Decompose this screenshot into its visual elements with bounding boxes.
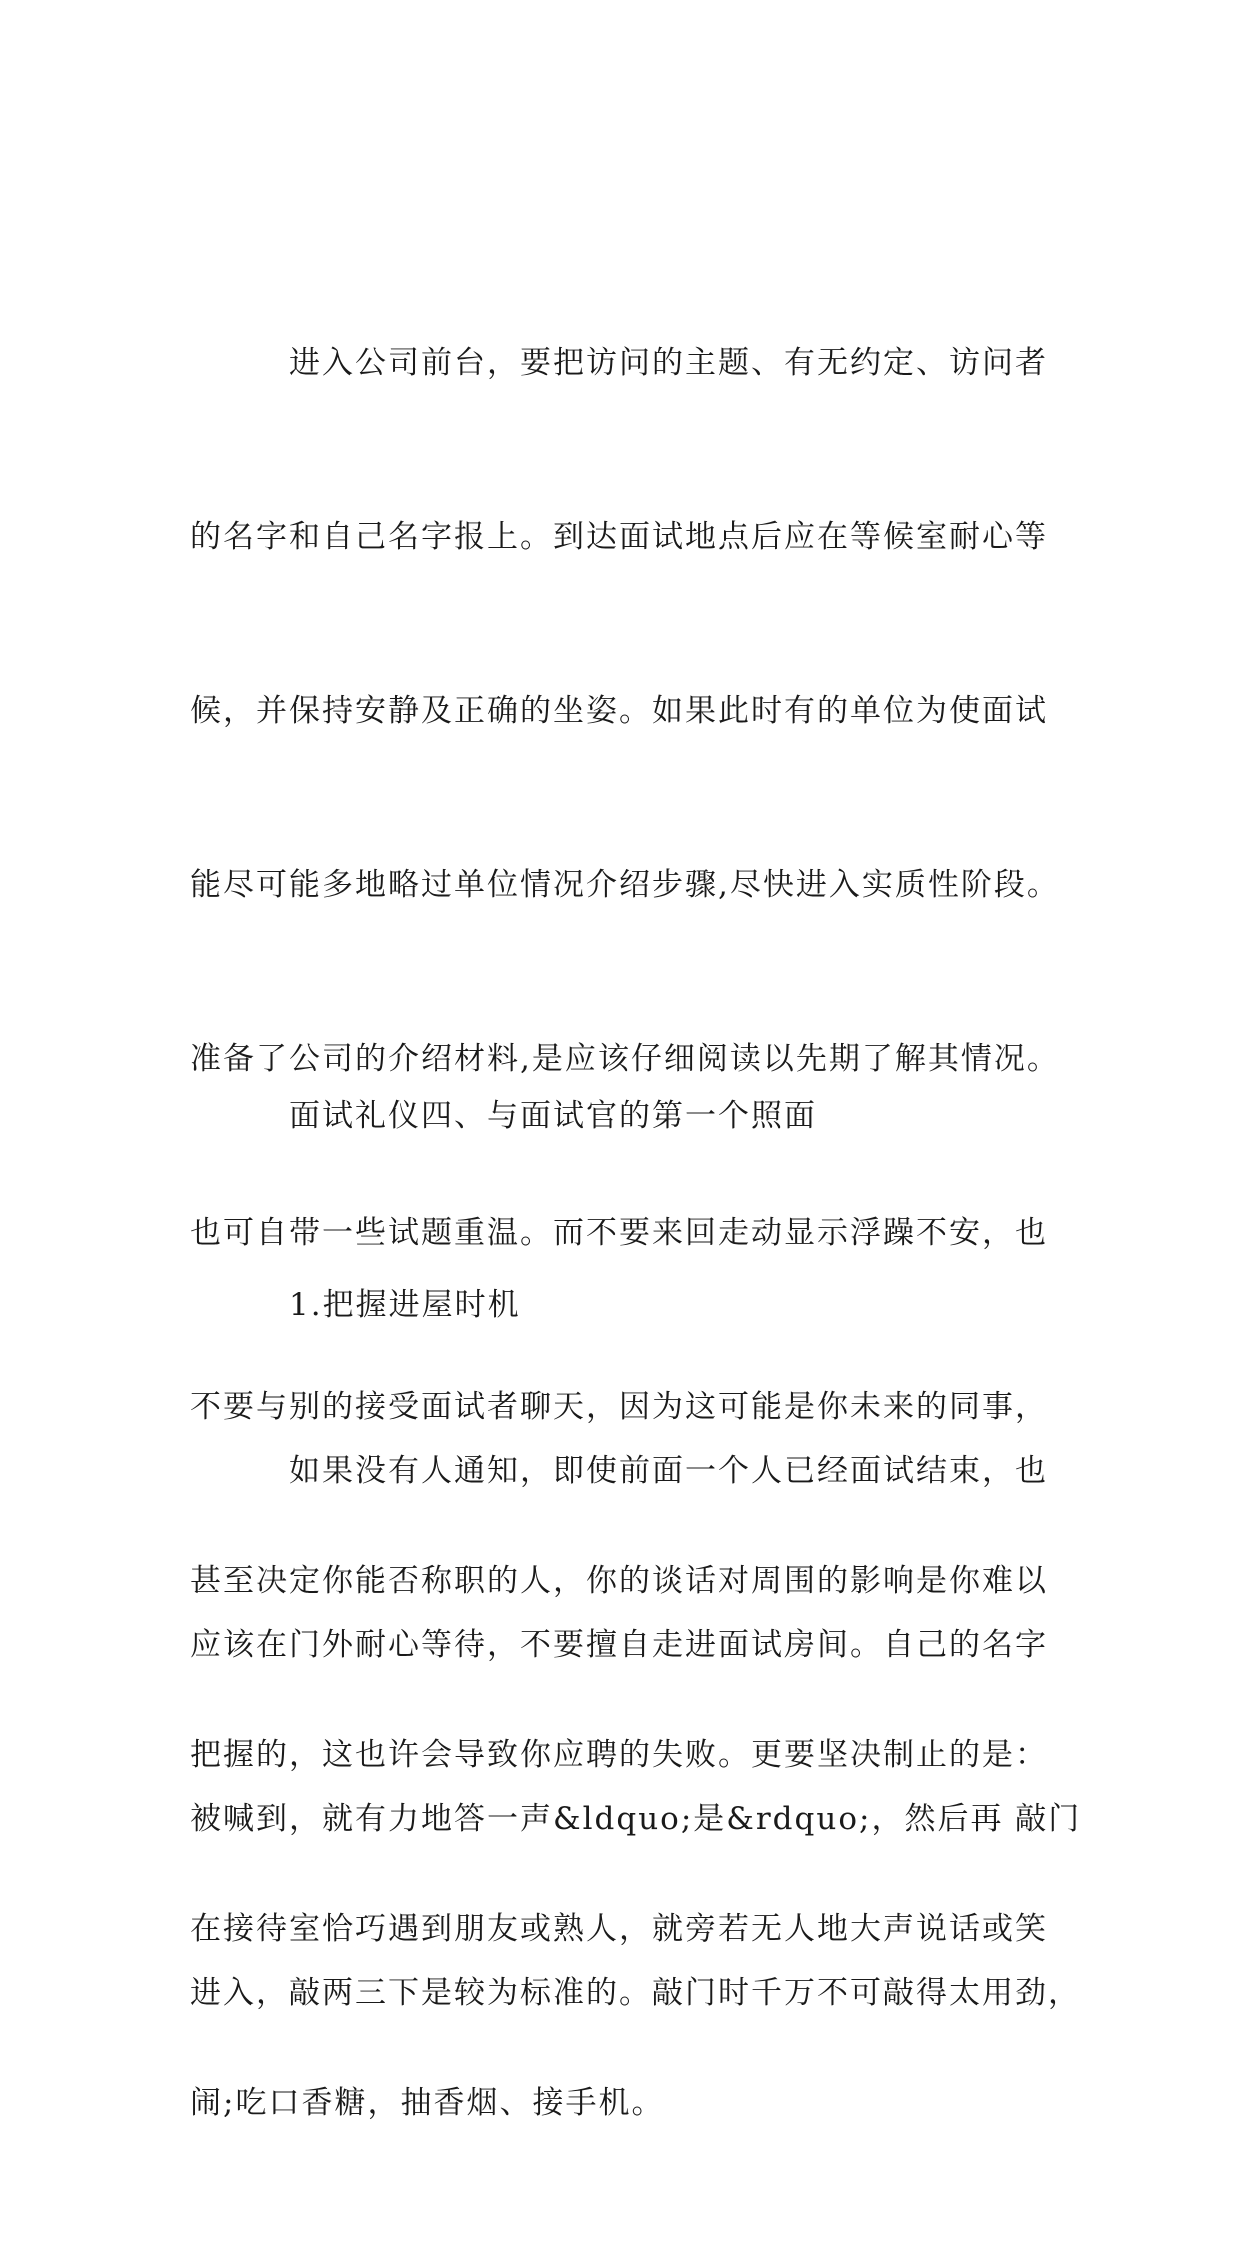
text-line: 进入公司前台，要把访问的主题、有无约定、访问者 xyxy=(190,345,1048,381)
paragraph-entering-room xyxy=(190,1326,1082,2138)
text-line: 应该在门外耐心等待，不要擅自走进面试房间。自己的名字 xyxy=(190,1627,1048,1663)
text-line: 在接待室恰巧遇到朋友或熟人，就旁若无人地大声说话或笑 xyxy=(190,1911,1048,1947)
text-line: 候，并保持安静及正确的坐姿。如果此时有的单位为使面试 xyxy=(190,693,1048,729)
text-line: 也可自带一些试题重温。而不要来回走动显示浮躁不安，也 xyxy=(190,1215,1048,1251)
heading-text: 面试礼仪四、与面试官的第一个照面 xyxy=(190,1098,817,1134)
text-line: 被喊到，就有力地答一声&ldquo;是&rdquo;，然后再 敲门 xyxy=(190,1801,1082,1837)
heading-text: 1.把握进屋时机 xyxy=(190,1287,521,1323)
text-line: 能尽可能多地略过单位情况介绍步骤,尽快进入实质性阶段。 xyxy=(190,867,1060,903)
text-line: 甚至决定你能否称职的人，你的谈话对周围的影响是你难以 xyxy=(190,1563,1048,1599)
text-line: 的名字和自己名字报上。到达面试地点后应在等候室耐心等 xyxy=(190,519,1048,555)
text-line: 不要与别的接受面试者聊天，因为这可能是你未来的同事， xyxy=(190,1389,1048,1425)
text-line: 准备了公司的介绍材料,是应该仔细阅读以先期了解其情况。 xyxy=(190,1041,1060,1077)
text-line: 闹;吃口香糖，抽香烟、接手机。 xyxy=(190,2085,665,2121)
text-line: 进入，敲两三下是较为标准的。敲门时千万不可敲得太用劲， xyxy=(190,1975,1081,2011)
text-line: 如果没有人通知，即使前面一个人已经面试结束，也 xyxy=(190,1453,1048,1489)
text-line: 把握的，这也许会导致你应聘的失败。更要坚决制止的是： xyxy=(190,1737,1048,1773)
